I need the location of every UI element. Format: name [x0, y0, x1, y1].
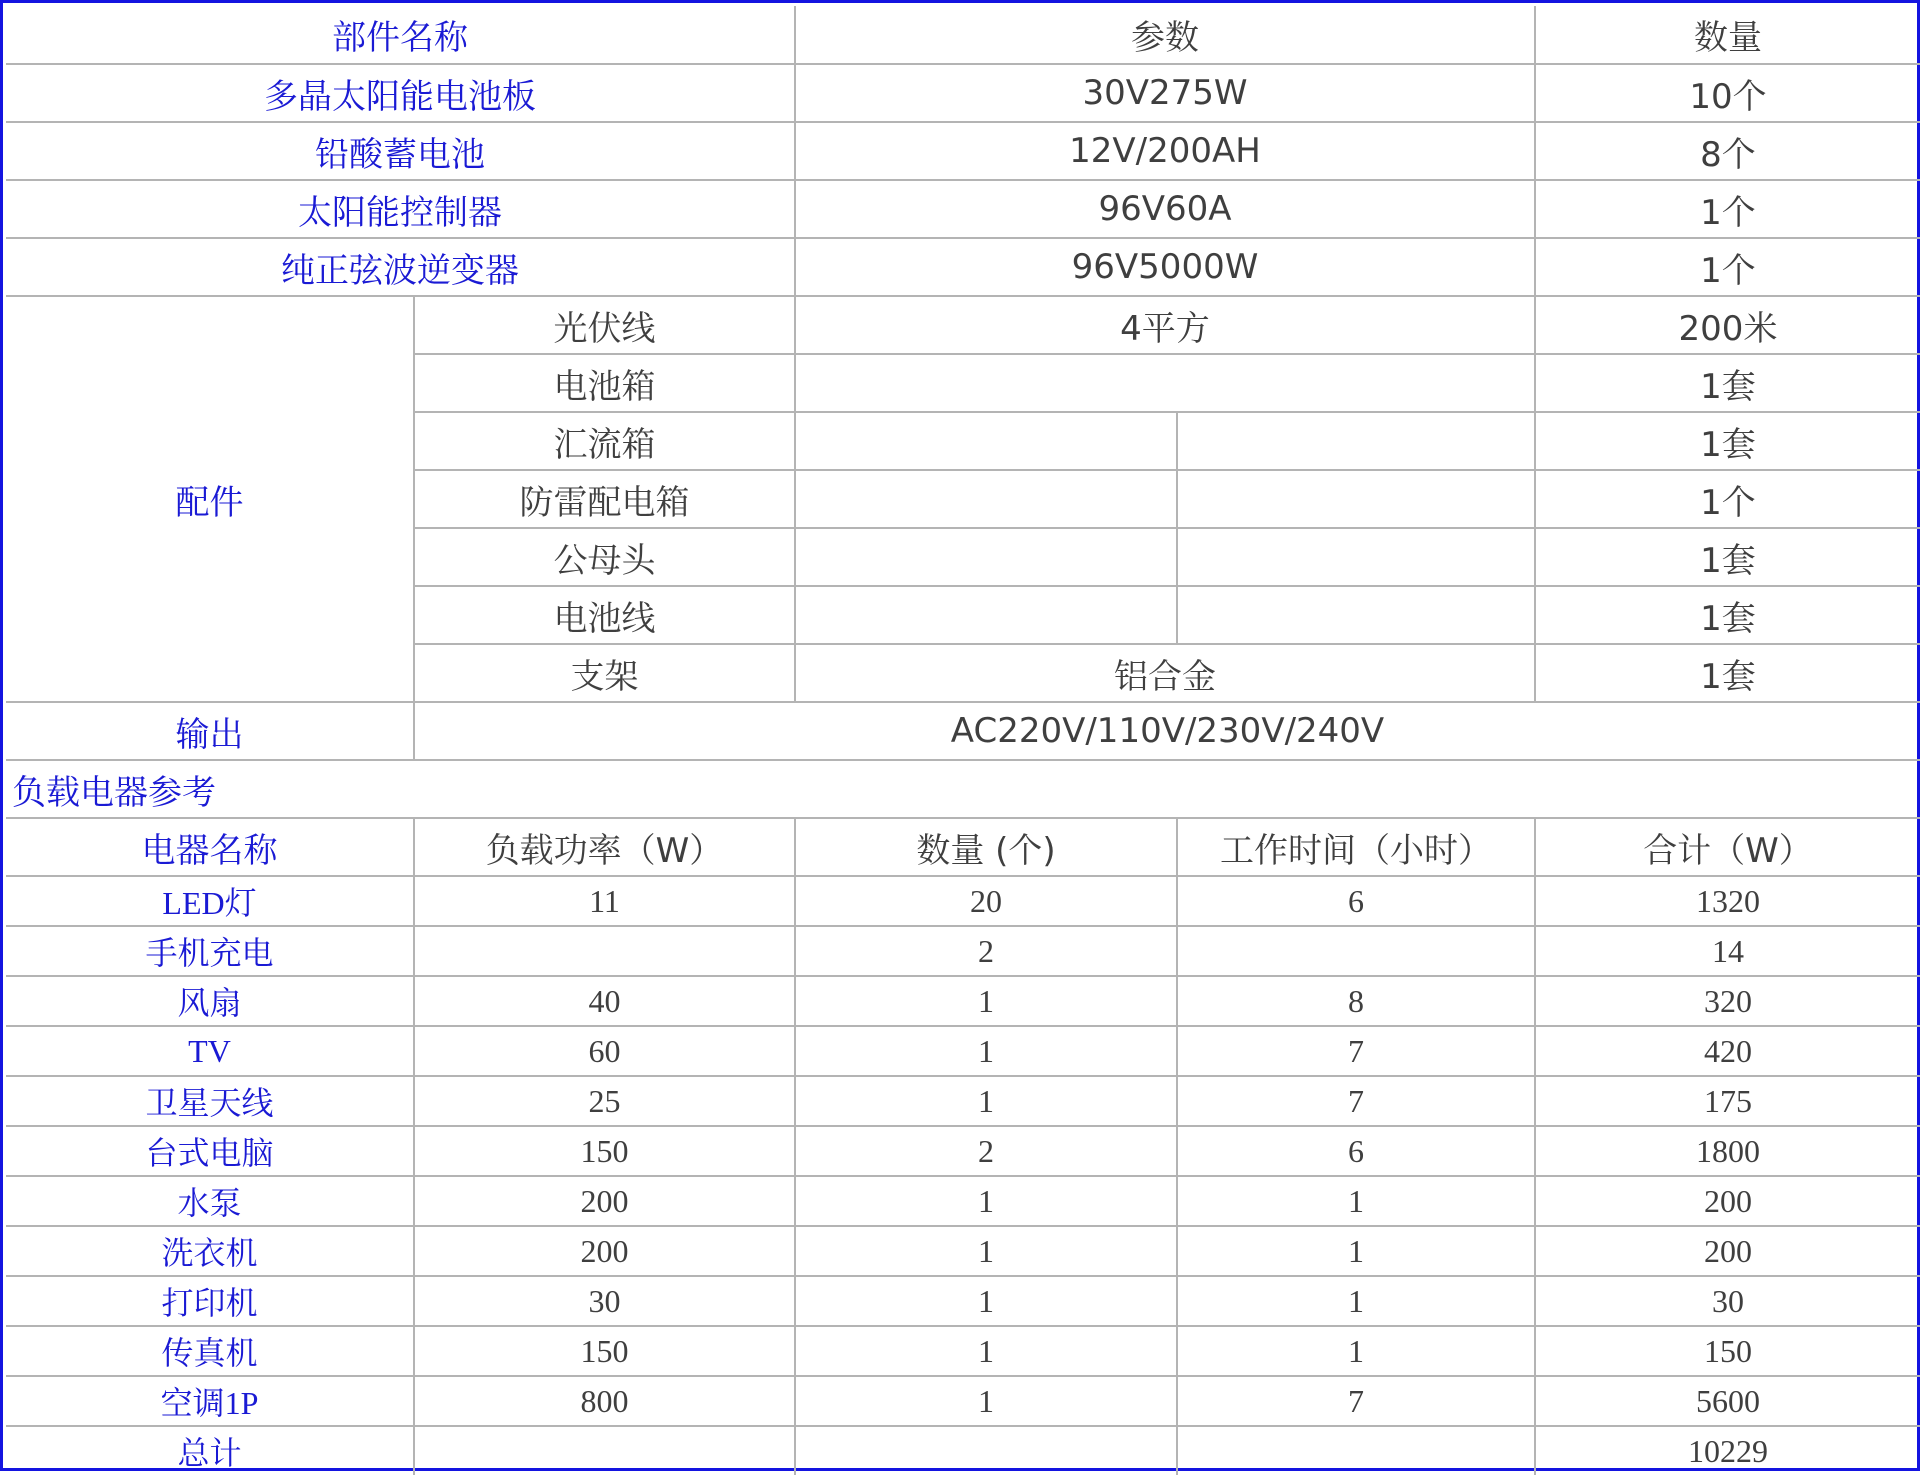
component-param: 96V5000W — [795, 238, 1535, 296]
appliance-power: 30 — [414, 1276, 795, 1326]
load-reference-title: 负载电器参考 — [6, 760, 1920, 818]
appliance-name: 空调1P — [6, 1376, 414, 1426]
appliance-name: 卫星天线 — [6, 1076, 414, 1126]
load-header-hours: 工作时间（小时） — [1177, 818, 1535, 876]
appliance-hours: 7 — [1177, 1376, 1535, 1426]
appliance-name: 风扇 — [6, 976, 414, 1026]
header-component-name: 部件名称 — [6, 6, 795, 64]
component-row — [6, 238, 1920, 296]
accessory-param-blank — [1177, 528, 1535, 586]
appliance-total: 175 — [1535, 1076, 1920, 1126]
total-row — [6, 1426, 1920, 1475]
total-value: 10229 — [1535, 1426, 1920, 1475]
component-row — [6, 64, 1920, 122]
accessory-name: 防雷配电箱 — [414, 470, 795, 528]
output-label: 输出 — [6, 702, 414, 760]
load-header-total: 合计（W） — [1535, 818, 1920, 876]
appliance-name: 打印机 — [6, 1276, 414, 1326]
appliance-hours: 8 — [1177, 976, 1535, 1026]
accessory-qty: 1个 — [1535, 470, 1920, 528]
appliance-hours — [1177, 926, 1535, 976]
appliance-total: 14 — [1535, 926, 1920, 976]
appliance-power: 11 — [414, 876, 795, 926]
appliance-qty: 1 — [795, 1026, 1177, 1076]
accessory-param-blank — [1177, 586, 1535, 644]
appliance-qty: 2 — [795, 926, 1177, 976]
accessory-qty: 1套 — [1535, 412, 1920, 470]
accessory-param — [795, 470, 1177, 528]
accessory-param — [795, 586, 1177, 644]
accessory-qty: 200米 — [1535, 296, 1920, 354]
appliance-total: 200 — [1535, 1176, 1920, 1226]
appliance-hours: 1 — [1177, 1326, 1535, 1376]
appliance-qty: 1 — [795, 1176, 1177, 1226]
accessory-param-blank — [1177, 470, 1535, 528]
component-qty: 10个 — [1535, 64, 1920, 122]
accessory-param — [795, 412, 1177, 470]
total-label: 总计 — [6, 1426, 414, 1475]
appliance-total: 320 — [1535, 976, 1920, 1026]
load-header-power: 负载功率（W） — [414, 818, 795, 876]
component-param: 12V/200AH — [795, 122, 1535, 180]
accessory-qty: 1套 — [1535, 354, 1920, 412]
appliance-total: 200 — [1535, 1226, 1920, 1276]
components-header-row — [6, 6, 1920, 64]
accessory-qty: 1套 — [1535, 528, 1920, 586]
load-row — [6, 1226, 1920, 1276]
appliance-power: 40 — [414, 976, 795, 1026]
load-row — [6, 1126, 1920, 1176]
appliance-power: 200 — [414, 1226, 795, 1276]
load-header-appliance: 电器名称 — [6, 818, 414, 876]
accessory-name: 光伏线 — [414, 296, 795, 354]
total-blank — [795, 1426, 1177, 1475]
component-name: 纯正弦波逆变器 — [6, 238, 795, 296]
appliance-qty: 1 — [795, 1326, 1177, 1376]
appliance-total: 30 — [1535, 1276, 1920, 1326]
appliance-name: 传真机 — [6, 1326, 414, 1376]
appliance-power: 800 — [414, 1376, 795, 1426]
accessory-name: 支架 — [414, 644, 795, 702]
appliance-name: TV — [6, 1026, 414, 1076]
appliance-hours: 6 — [1177, 1126, 1535, 1176]
appliance-power: 200 — [414, 1176, 795, 1226]
appliance-qty: 1 — [795, 1076, 1177, 1126]
load-reference-title-row — [6, 760, 1920, 818]
accessory-name: 电池箱 — [414, 354, 795, 412]
accessory-param: 4平方 — [795, 296, 1535, 354]
appliance-total: 150 — [1535, 1326, 1920, 1376]
appliance-qty: 1 — [795, 1376, 1177, 1426]
accessory-name: 公母头 — [414, 528, 795, 586]
appliance-hours: 7 — [1177, 1026, 1535, 1076]
load-header-row — [6, 818, 1920, 876]
component-name: 太阳能控制器 — [6, 180, 795, 238]
appliance-qty: 1 — [795, 976, 1177, 1026]
appliance-total: 5600 — [1535, 1376, 1920, 1426]
component-row — [6, 122, 1920, 180]
load-row — [6, 1376, 1920, 1426]
spec-table — [6, 6, 1920, 1475]
load-row — [6, 876, 1920, 926]
accessory-row — [6, 296, 1920, 354]
appliance-qty: 2 — [795, 1126, 1177, 1176]
accessory-param-blank — [1177, 412, 1535, 470]
header-parameter: 参数 — [795, 6, 1535, 64]
appliance-hours: 1 — [1177, 1176, 1535, 1226]
appliance-power: 150 — [414, 1126, 795, 1176]
component-param: 96V60A — [795, 180, 1535, 238]
appliance-total: 420 — [1535, 1026, 1920, 1076]
load-row — [6, 976, 1920, 1026]
total-blank — [1177, 1426, 1535, 1475]
appliance-hours: 1 — [1177, 1226, 1535, 1276]
appliance-total: 1800 — [1535, 1126, 1920, 1176]
appliance-name: 洗衣机 — [6, 1226, 414, 1276]
output-value: AC220V/110V/230V/240V — [414, 702, 1920, 760]
component-qty: 1个 — [1535, 180, 1920, 238]
appliance-power — [414, 926, 795, 976]
appliance-name: 台式电脑 — [6, 1126, 414, 1176]
appliance-name: LED灯 — [6, 876, 414, 926]
appliance-hours: 7 — [1177, 1076, 1535, 1126]
appliance-total: 1320 — [1535, 876, 1920, 926]
appliance-qty: 20 — [795, 876, 1177, 926]
appliance-name: 手机充电 — [6, 926, 414, 976]
appliance-hours: 1 — [1177, 1276, 1535, 1326]
component-name: 多晶太阳能电池板 — [6, 64, 795, 122]
load-row — [6, 1326, 1920, 1376]
load-row — [6, 1076, 1920, 1126]
component-qty: 8个 — [1535, 122, 1920, 180]
appliance-hours: 6 — [1177, 876, 1535, 926]
header-quantity: 数量 — [1535, 6, 1920, 64]
component-param: 30V275W — [795, 64, 1535, 122]
load-row — [6, 1276, 1920, 1326]
accessories-label: 配件 — [6, 296, 414, 702]
load-row — [6, 1176, 1920, 1226]
accessory-name: 电池线 — [414, 586, 795, 644]
accessory-param: 铝合金 — [795, 644, 1535, 702]
component-name: 铅酸蓄电池 — [6, 122, 795, 180]
appliance-qty: 1 — [795, 1276, 1177, 1326]
component-row — [6, 180, 1920, 238]
total-blank — [414, 1426, 795, 1475]
load-row — [6, 926, 1920, 976]
appliance-qty: 1 — [795, 1226, 1177, 1276]
output-row — [6, 702, 1920, 760]
component-qty: 1个 — [1535, 238, 1920, 296]
accessory-param — [795, 354, 1535, 412]
appliance-power: 150 — [414, 1326, 795, 1376]
appliance-name: 水泵 — [6, 1176, 414, 1226]
accessory-param — [795, 528, 1177, 586]
accessory-qty: 1套 — [1535, 644, 1920, 702]
load-row — [6, 1026, 1920, 1076]
load-header-qty: 数量 (个) — [795, 818, 1177, 876]
accessory-name: 汇流箱 — [414, 412, 795, 470]
accessory-qty: 1套 — [1535, 586, 1920, 644]
appliance-power: 25 — [414, 1076, 795, 1126]
appliance-power: 60 — [414, 1026, 795, 1076]
